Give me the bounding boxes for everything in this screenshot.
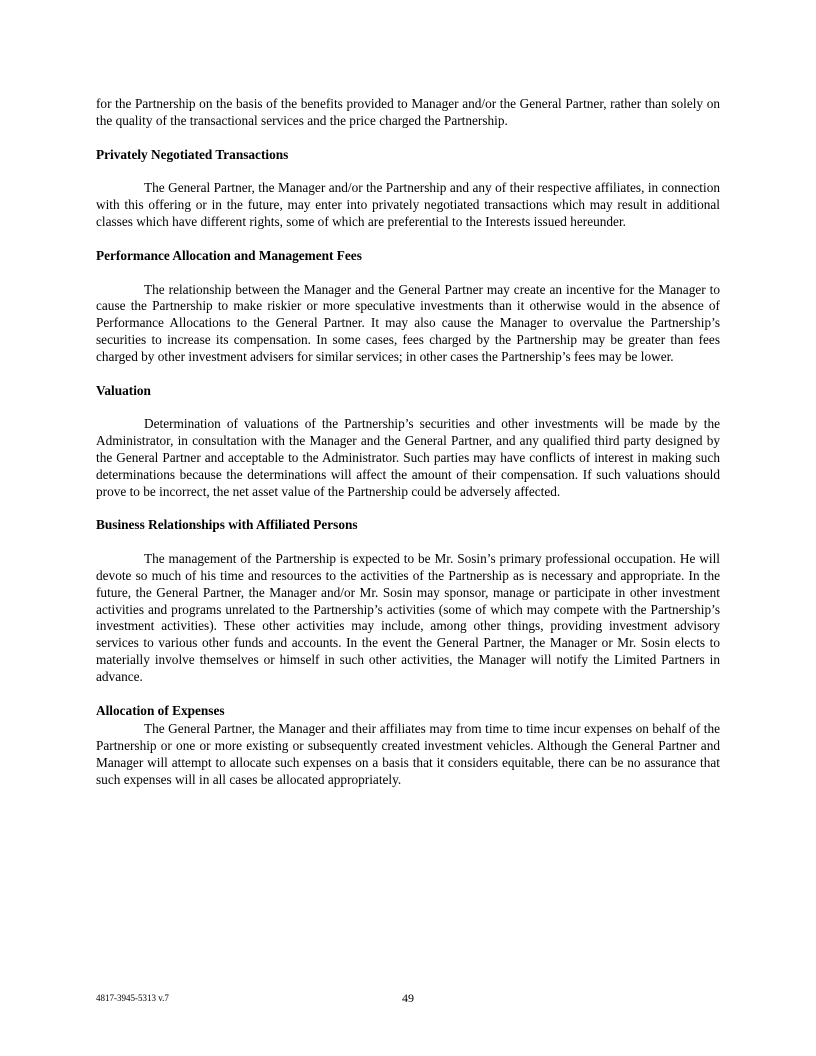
footer-page-number: 49 [402, 991, 414, 1005]
document-page [96, 96, 720, 789]
section-paragraph-privately-negotiated-transactions: The General Partner, the Manager and/or the Partnership and any of their respective affiliates, in connection with this offering or in the future, may enter into privately negotiated transactions which may result in additional classes which have different rights, some of which are preferential to the Interests issued hereunder. [96, 180, 720, 229]
intro-paragraph: for the Partnership on the basis of the benefits provided to Manager and/or the General Partner, rather than solely on the quality of the transactional services and the price charged the Partnership. [96, 96, 720, 128]
section-heading-valuation: Valuation [96, 382, 151, 398]
section-paragraph-performance-allocation: The relationship between the Manager and the General Partner may create an incentive for the Manager to cause the Partnership to make riskier or more speculative investments than it otherwise would in the absence of Performance Allocations to the General Partner. It may also cause the Manager to overvalue the Partnership’s securities to increase its compensation. In some cases, fees charged by the Partnership may be greater than fees charged by other investment advisers for similar services; in other cases the Partnership’s fees may be lower. [96, 281, 720, 364]
footer-document-id: 4817-3945-5313 v.7 [96, 993, 169, 1003]
section-heading-allocation-of-expenses: Allocation of Expenses [96, 702, 225, 718]
section-heading-privately-negotiated-transactions: Privately Negotiated Transactions [96, 146, 289, 162]
section-paragraph-valuation: Determination of valuations of the Partnership’s securities and other investments will be made by the Administrator, in consultation with the Manager and the General Partner, and any qualified third party designed by the General Partner and acceptable to the Administrator. Such parties may have conflicts of interest in making such determinations because the determinations will affect the amount of their compensation. If such valuations should prove to be incorrect, the net asset value of the Partnership could be adversely affected. [96, 416, 720, 499]
section-heading-business-relationships: Business Relationships with Affiliated Persons [96, 517, 358, 533]
section-paragraph-allocation-of-expenses: The General Partner, the Manager and their affiliates may from time to time incur expenses on behalf of the Partnership or one or more existing or subsequently created investment vehicles. Although the General Partner and Manager will attempt to allocate such expenses on a basis that it considers equitable, there can be no assurance that such expenses will in all cases be allocated appropriately. [96, 721, 720, 787]
section-heading-performance-allocation: Performance Allocation and Management Fees [96, 247, 362, 263]
section-paragraph-business-relationships: The management of the Partnership is expected to be Mr. Sosin’s primary professional occupation. He will devote so much of his time and resources to the activities of the Partnership as is necessary and appropriate. In the future, the General Partner, the Manager and/or Mr. Sosin may sponsor, manage or participate in other investment activities and programs unrelated to the Partnership’s activities (some of which may compete with the Partnership’s investment activities). These other activities may include, among other things, providing investment advisory services to various other funds and accounts. In the event the General Partner, the Manager or Mr. Sosin elects to materially involve themselves or himself in such other activities, the Manager will notify the Limited Partners in advance. [96, 551, 720, 684]
